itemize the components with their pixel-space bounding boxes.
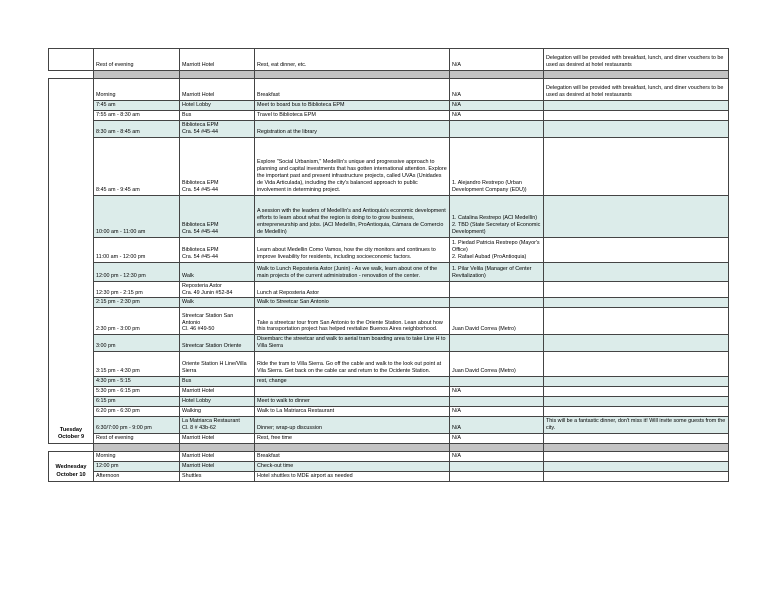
table-row (49, 406, 729, 416)
cell-contact: N/A (450, 406, 544, 416)
cell-notes: Delegation will be provided with breakfast, lunch, and diner vouchers to be used as desired at hotel restaurants (544, 79, 729, 101)
cell-notes (544, 262, 729, 281)
day-label-empty (49, 49, 94, 71)
cell-location: Shuttles (180, 471, 255, 481)
cell-activity: Travel to Biblioteca EPM (255, 110, 450, 120)
separator-cell (255, 443, 450, 451)
cell-location: Marriott Hotel (180, 433, 255, 443)
cell-time: 2:15 pm - 2:30 pm (94, 298, 180, 308)
cell-activity: Breakfast (255, 79, 450, 101)
cell-notes (544, 352, 729, 377)
table-row (49, 416, 729, 433)
cell-notes (544, 237, 729, 262)
cell-time: 12:00 pm - 12:30 pm (94, 262, 180, 281)
cell-notes (544, 406, 729, 416)
cell-location: Marriott Hotel (180, 451, 255, 461)
itinerary-table (48, 48, 729, 482)
cell-contact (450, 335, 544, 352)
table-row (49, 461, 729, 471)
cell-time: 3:00 pm (94, 335, 180, 352)
separator-cell (450, 443, 544, 451)
cell-contact (450, 461, 544, 471)
cell-time: 6:30/7:00 pm - 9:00 pm (94, 416, 180, 433)
cell-notes (544, 137, 729, 195)
cell-notes (544, 308, 729, 335)
table-row (49, 101, 729, 111)
separator-cell (94, 443, 180, 451)
cell-activity: A session with the leaders of Medellín's and Antioquia's economic development efforts to learn about what the region is doing to to grow business, entrepreneurship and jobs. (ACI Medellín, ProAntioquia, Cámara de Comercio de Medellín) (255, 195, 450, 237)
cell-notes (544, 387, 729, 397)
cell-activity: Meet to walk to dinner (255, 396, 450, 406)
cell-time: 12:30 pm - 2:15 pm (94, 281, 180, 298)
cell-notes (544, 281, 729, 298)
cell-contact: Juan David Correa (Metro) (450, 352, 544, 377)
cell-notes (544, 195, 729, 237)
cell-activity: Explore "Social Urbanism," Medellín's unique and progressive approach to planning and capital investments that has gotten international attention. Explore the important past and present infrastructure projects, called UVAs (Unidades de Vida Articulada), including the city's balanced approach to public involvement in determining project. (255, 137, 450, 195)
cell-contact: 1. Alejandro Restrepo (Urban Development Company (EDU)) (450, 137, 544, 195)
cell-contact (450, 471, 544, 481)
cell-time: 10:00 am - 11:00 am (94, 195, 180, 237)
table-row (49, 377, 729, 387)
cell-activity: Lunch at Reposteria Astor (255, 281, 450, 298)
table-row (49, 237, 729, 262)
cell-contact (450, 120, 544, 137)
table-row (49, 281, 729, 298)
cell-location: Oriente Station H Line/Villa Sierra (180, 352, 255, 377)
day-wednesday: Wednesday October 10 (49, 451, 94, 481)
cell-time: 8:30 am - 8:45 am (94, 120, 180, 137)
table-row (49, 433, 729, 443)
cell-activity: Ride the tram to Villa Sierra. Go off the cable and walk to the look out point at Vila Sierra. Get back on the cable car and return to the Ocidente Station. (255, 352, 450, 377)
cell-contact: N/A (450, 79, 544, 101)
table-row (49, 352, 729, 377)
cell-contact (450, 396, 544, 406)
cell-location: Marriott Hotel (180, 79, 255, 101)
separator-cell (255, 71, 450, 79)
cell-contact: N/A (450, 451, 544, 461)
cell-activity: Learn about Medellin Como Vamos, how the city monitors and continues to improve liveability for residents, including socioeconomic factors. (255, 237, 450, 262)
cell-notes: Delegation will be provided with breakfast, lunch, and diner vouchers to be used as desired at hotel restaurants (544, 49, 729, 71)
cell-activity (255, 387, 450, 397)
cell-notes (544, 396, 729, 406)
table-row (49, 335, 729, 352)
day-label-empty (49, 443, 94, 451)
day-tuesday: Tuesday October 9 (49, 79, 94, 444)
cell-location: Streetcar Station San Antonio Cl. 46 #49-50 (180, 308, 255, 335)
cell-activity: Dinner; wrap-up discussion (255, 416, 450, 433)
cell-time: 5:30 pm - 6:15 pm (94, 387, 180, 397)
cell-location: Marriott Hotel (180, 49, 255, 71)
cell-time: Afternoon (94, 471, 180, 481)
cell-time: 6:15 pm (94, 396, 180, 406)
cell-notes (544, 471, 729, 481)
cell-notes (544, 451, 729, 461)
cell-notes (544, 433, 729, 443)
cell-notes (544, 110, 729, 120)
cell-activity: Walk to Streetcar San Antonio (255, 298, 450, 308)
table-row (49, 262, 729, 281)
separator-cell (544, 71, 729, 79)
separator-cell (544, 443, 729, 451)
cell-activity: Walk to La Matriarca Restaurant (255, 406, 450, 416)
cell-activity: Disembarc the streetcar and walk to aerial tram boarding area to take Line H to Villa Sierra (255, 335, 450, 352)
cell-contact: 1. Catalina Restrepo (ACI Medellín) 2. TBD (State Secretary of Economic Development) (450, 195, 544, 237)
cell-location: Bus (180, 110, 255, 120)
cell-time: 7:55 am - 8:30 am (94, 110, 180, 120)
cell-time: 12:00 pm (94, 461, 180, 471)
cell-activity: Rest, free time (255, 433, 450, 443)
table-row (49, 387, 729, 397)
cell-time: 11:00 am - 12:00 pm (94, 237, 180, 262)
cell-notes (544, 335, 729, 352)
cell-notes: This will be a fantastic dinner, don't miss it! Will invite some guests from the city. (544, 416, 729, 433)
cell-activity: Hotel shuttles to MDE airport as needed (255, 471, 450, 481)
table-row (49, 308, 729, 335)
cell-contact: N/A (450, 387, 544, 397)
day-label-empty (49, 71, 94, 79)
table-row (49, 120, 729, 137)
cell-location: Walk (180, 298, 255, 308)
cell-activity: Check-out time (255, 461, 450, 471)
cell-notes (544, 377, 729, 387)
cell-contact (450, 281, 544, 298)
cell-activity: Rest, eat dinner, etc. (255, 49, 450, 71)
cell-notes (544, 461, 729, 471)
cell-contact: 1. Piedad Patricia Restrepo (Mayor's Office) 2. Rafael Aubad (ProAntioquia) (450, 237, 544, 262)
cell-contact: N/A (450, 416, 544, 433)
table-row (49, 298, 729, 308)
cell-notes (544, 298, 729, 308)
cell-location: Hotel Lobby (180, 101, 255, 111)
cell-time: 7:45 am (94, 101, 180, 111)
cell-location: La Matriarca Restaurant Cl. 8 # 43b-62 (180, 416, 255, 433)
table-row (49, 396, 729, 406)
cell-activity: Walk to Lunch Reposteria Astor (Junin) - As we walk, learn about one of the main projects of the current administration - renovation of the center. (255, 262, 450, 281)
cell-time: 8:45 am - 9:45 am (94, 137, 180, 195)
separator-cell (450, 71, 544, 79)
cell-time: 6:20 pm - 6:30 pm (94, 406, 180, 416)
itinerary-sheet (48, 48, 728, 482)
cell-activity: Take a streetcar tour from San Antonio to the Oriente Station. Lean about how this transportation project has helped revitalize Buenos Aires neighborhood. (255, 308, 450, 335)
cell-location: Streetcar Station Oriente (180, 335, 255, 352)
cell-location: Walking (180, 406, 255, 416)
cell-location: Hotel Lobby (180, 396, 255, 406)
cell-contact: N/A (450, 49, 544, 71)
cell-notes (544, 120, 729, 137)
cell-location: Bus (180, 377, 255, 387)
cell-location: Biblioteca EPM Cra. 54 #45-44 (180, 120, 255, 137)
cell-contact: N/A (450, 101, 544, 111)
cell-location: Biblioteca EPM Cra. 54 #45-44 (180, 195, 255, 237)
table-row (49, 195, 729, 237)
itinerary-table-body (49, 49, 729, 482)
separator-cell (180, 443, 255, 451)
table-row (49, 79, 729, 101)
cell-notes (544, 101, 729, 111)
cell-time: 3:15 pm - 4:30 pm (94, 352, 180, 377)
cell-time: Rest of evening (94, 433, 180, 443)
cell-time: Morning (94, 451, 180, 461)
cell-activity: Registration at the library (255, 120, 450, 137)
cell-location: Walk (180, 262, 255, 281)
cell-location: Biblioteca EPM Cra. 54 #45-44 (180, 237, 255, 262)
separator-row (49, 443, 729, 451)
table-row (49, 110, 729, 120)
table-row (49, 471, 729, 481)
cell-contact (450, 298, 544, 308)
cell-contact (450, 377, 544, 387)
cell-contact: N/A (450, 433, 544, 443)
cell-contact: N/A (450, 110, 544, 120)
cell-location: Marriott Hotel (180, 461, 255, 471)
cell-time: 2:30 pm - 3:00 pm (94, 308, 180, 335)
table-row (49, 451, 729, 461)
cell-activity: Breakfast (255, 451, 450, 461)
cell-time: Rest of evening (94, 49, 180, 71)
cell-time: Morning (94, 79, 180, 101)
separator-cell (94, 71, 180, 79)
cell-time: 4:30 pm - 5:15 (94, 377, 180, 387)
cell-location: Reposteria Astor Cra. 49 Junin #52-84 (180, 281, 255, 298)
cell-location: Biblioteca EPM Cra. 54 #45-44 (180, 137, 255, 195)
table-row (49, 137, 729, 195)
separator-cell (180, 71, 255, 79)
table-row (49, 49, 729, 71)
cell-location: Marriott Hotel (180, 387, 255, 397)
separator-row (49, 71, 729, 79)
cell-contact: Juan David Correa (Metro) (450, 308, 544, 335)
cell-activity: rest, change (255, 377, 450, 387)
cell-activity: Meet to board bus to Biblioteca EPM (255, 101, 450, 111)
cell-contact: 1. Pilar Velila (Manager of Center Revitalization) (450, 262, 544, 281)
